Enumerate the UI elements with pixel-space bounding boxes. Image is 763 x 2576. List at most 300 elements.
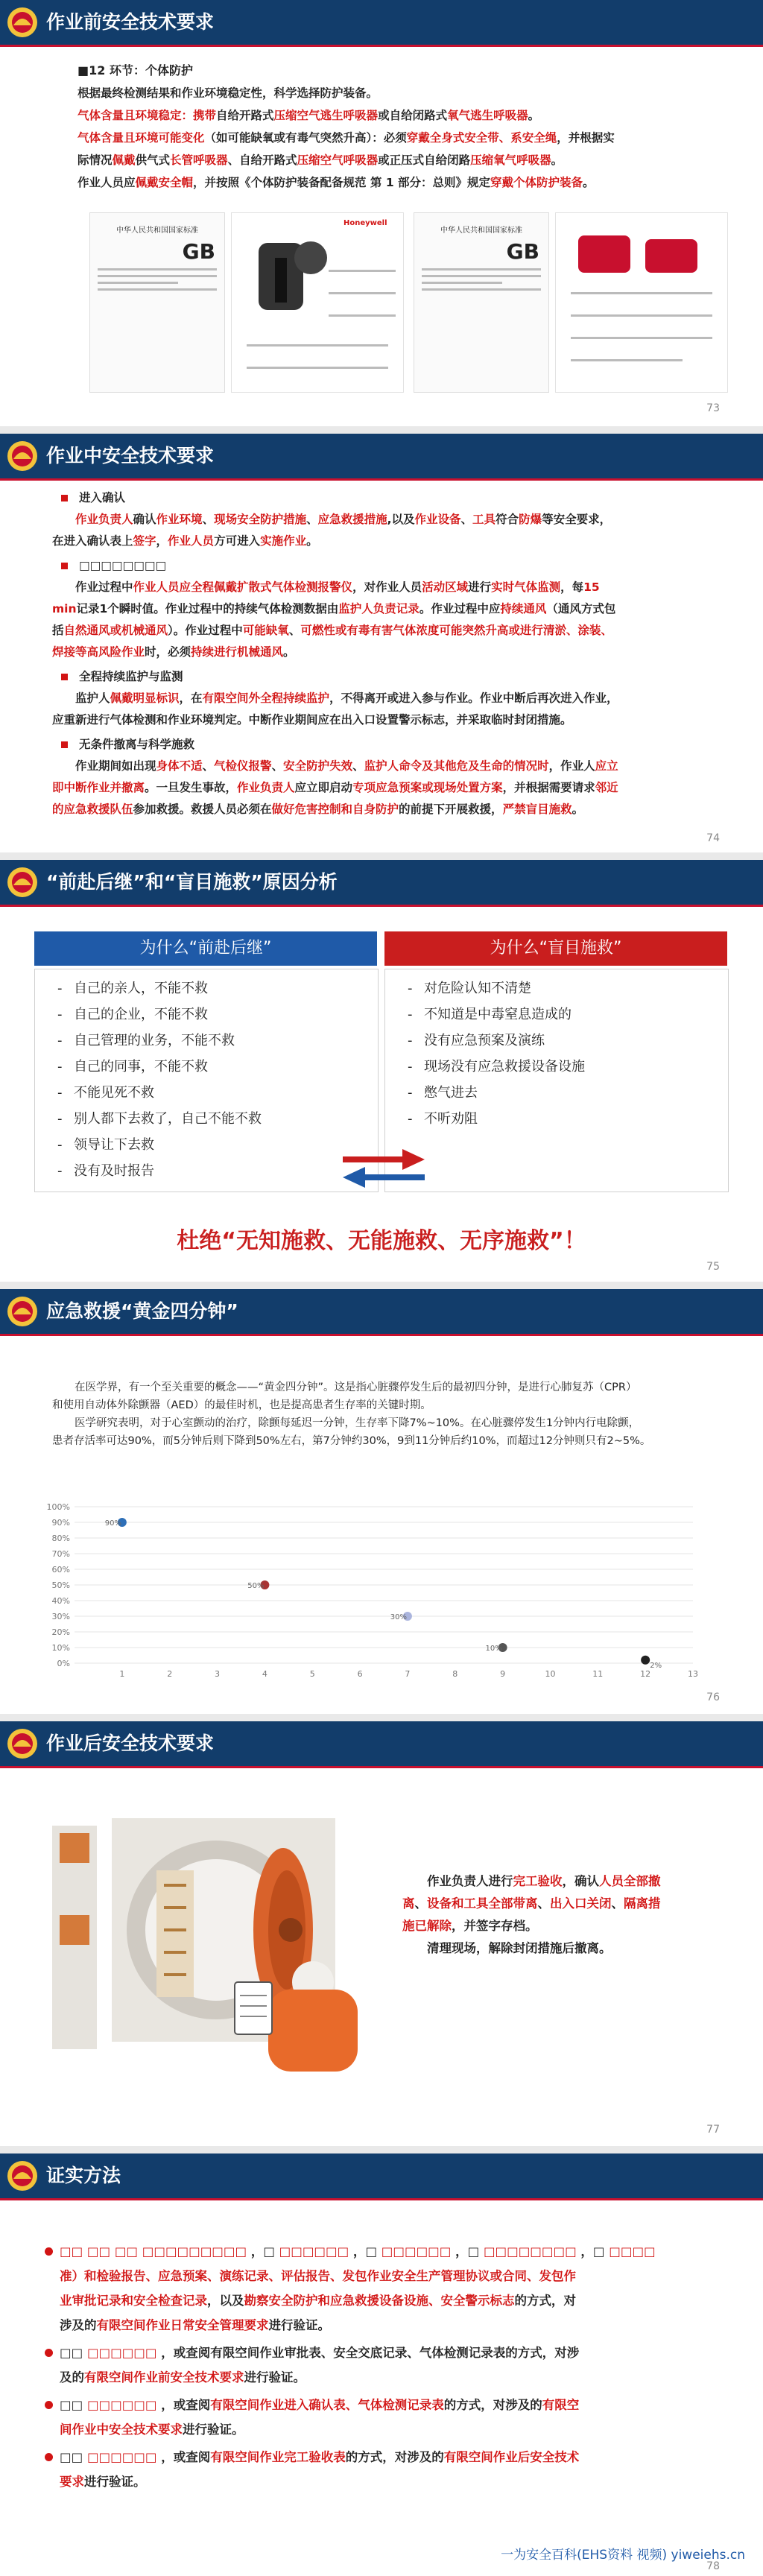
body-text (77, 82, 726, 194)
highlight-text: 穿戴个体防护装备 (490, 176, 583, 189)
text-line (60, 2445, 715, 2469)
highlight-text: 扩散式气体检测报警仪 (237, 580, 353, 594)
list-item-text: 不知道是中毒窒息造成的 (424, 1007, 572, 1022)
text-span: 方可进入 (214, 534, 261, 548)
highlight-text: 自然通风或机械通风 (63, 624, 168, 637)
text-span: 的方式，对涉及的 (345, 2450, 444, 2464)
list-item (57, 1106, 378, 1132)
slide-title: 作业前安全技术要求 (46, 11, 215, 33)
dash-icon: - (57, 1111, 63, 1127)
highlight-text: 有限空间作业完工验收表 (210, 2450, 346, 2464)
text-span: ，并签字存档。 (452, 1919, 538, 1933)
text-span: ， (156, 534, 168, 548)
highlight-text: 身体不适 (156, 759, 203, 773)
highlight-text: 完工验收 (513, 1874, 563, 1888)
text-span: ，并根据需要请求 (502, 781, 595, 794)
y-tick-label: 50% (51, 1580, 70, 1590)
text-line (60, 2239, 715, 2264)
text-span: 或正压式自给闭路 (378, 154, 471, 167)
text-line (77, 149, 726, 171)
slide-header (0, 1289, 763, 1336)
text-span: 。 (283, 645, 295, 659)
slide-header (0, 2153, 763, 2200)
text-span: ，□ (451, 2244, 480, 2259)
text-span: 或自给闭路式 (378, 109, 448, 122)
dash-icon: - (57, 1085, 63, 1101)
highlight-text: 防爆 (519, 513, 542, 526)
body-text (402, 1870, 715, 1960)
dash-icon: - (408, 1059, 413, 1075)
text-span: 确认 (133, 513, 156, 526)
text-span: 。 (551, 154, 563, 167)
para1b: 和使用自动体外除颤器（AED）的最佳时机，也是提高患者生存率的关键时期。 (52, 1399, 431, 1411)
text-span: 、 (271, 759, 284, 773)
list-item-text: 对危险认知不清楚 (424, 981, 531, 996)
page-number: 73 (706, 402, 720, 414)
slide-title: 作业中安全技术要求 (46, 445, 215, 466)
left-header-bar (34, 931, 377, 966)
text-span: 及的 (60, 2370, 84, 2384)
emblem-icon (6, 866, 39, 899)
slide-title: 应急救援“黄金四分钟” (46, 1300, 238, 1322)
text-span: ，并按照《个体防护装备配备规范 第 1 部分：总则》规定 (193, 176, 491, 189)
highlight-text: □□□□□□ (274, 2244, 349, 2259)
text-line (52, 688, 723, 709)
text-line (52, 531, 723, 552)
emblem-icon (6, 1295, 39, 1328)
x-tick-label: 13 (688, 1669, 698, 1679)
text-span: ，□ (349, 2244, 378, 2259)
section-heading-label: 全程持续监护与监测 (79, 670, 183, 683)
y-tick-label: 30% (51, 1612, 70, 1621)
data-label: 50% (247, 1582, 265, 1590)
text-span: ，或查阅 (156, 2450, 211, 2464)
y-tick-label: 10% (51, 1643, 70, 1653)
highlight-text: 作业负责人 (237, 781, 295, 794)
text-span: 、 (414, 1896, 427, 1911)
dash-icon: - (57, 1033, 63, 1048)
highlight-text: 气检仪报警 (214, 759, 272, 773)
text-span: 作业负责人进行 (427, 1874, 513, 1888)
text-span: 、 (202, 759, 215, 773)
text-line (402, 1870, 715, 1893)
section-heading (52, 666, 723, 688)
text-span: 作业人员应 (77, 176, 136, 189)
text-span: 、 (202, 513, 215, 526)
highlight-text: 有限空间作业前安全技术要求 (84, 2370, 244, 2384)
bullet-icon (61, 563, 68, 569)
list-item (408, 1001, 728, 1028)
text-span: 。 (572, 803, 584, 816)
slide-header (0, 1721, 763, 1768)
highlight-text: 工具 (472, 513, 496, 526)
text-span: （通风方式包 (546, 602, 616, 615)
highlight-text: 压缩空气呼吸器 (297, 154, 379, 167)
right-list-box (384, 969, 729, 1192)
text-span: 。 (306, 534, 318, 548)
list-item (57, 1054, 378, 1080)
text-span: ，确认 (562, 1874, 599, 1888)
slide-header (0, 0, 763, 47)
list-item (57, 1080, 378, 1106)
highlight-text: □□□□□□ (86, 2450, 157, 2464)
method-item (45, 2445, 715, 2494)
y-tick-label: 0% (57, 1659, 70, 1668)
data-label: 2% (650, 1661, 662, 1670)
slide-77 (0, 1721, 763, 2146)
left-header-label: 为什么“前赴后继” (139, 939, 272, 958)
highlight-text: 应急救援措施 (317, 513, 387, 526)
slide-75 (0, 860, 763, 1282)
highlight-text: 有限空间作业后安全技术 (443, 2450, 580, 2464)
doc-code: GB (182, 239, 215, 264)
section-heading (52, 487, 723, 509)
dash-icon: - (408, 981, 413, 996)
y-tick-label: 100% (46, 1502, 70, 1512)
intro-paragraph (52, 1379, 715, 1450)
doc-label: 中华人民共和国国家标准 (116, 227, 198, 235)
highlight-text: 做好危害控制和自身防护 (271, 803, 399, 816)
standard-document-image-right (414, 212, 549, 393)
text-span: ，或查阅有限空间作业审批表、安全交底记录、气体检测记录表 (156, 2346, 506, 2360)
highlight-text: 压缩空气逃生呼吸器 (273, 109, 379, 122)
section-heading (52, 555, 723, 577)
bullet-icon (61, 674, 68, 680)
x-tick-label: 4 (262, 1669, 267, 1679)
list-item (408, 1080, 728, 1106)
list-item-text: 憋气进去 (424, 1085, 478, 1101)
right-header-label: 为什么“盲目施救” (490, 939, 622, 958)
right-header-bar (384, 931, 727, 966)
data-point (641, 1656, 650, 1665)
highlight-text: 签字 (133, 534, 156, 548)
bullet-icon (61, 741, 68, 748)
dash-icon: - (57, 1007, 63, 1022)
highlight-text: 活动区域 (422, 580, 469, 594)
list-item (408, 1054, 728, 1080)
text-line (52, 799, 723, 820)
highlight-text: min (52, 602, 77, 615)
text-line (402, 1915, 715, 1937)
text-span: ，对作业人员 (352, 580, 422, 594)
text-span: 的方式，对涉及的 (443, 2398, 542, 2412)
data-label: 30% (390, 1613, 408, 1621)
highlight-text: 作业环境 (156, 513, 203, 526)
highlight-text: 有限空间外全程持续监护 (202, 692, 330, 705)
list-item (57, 1158, 378, 1184)
method-item (45, 2239, 715, 2338)
slide-74 (0, 434, 763, 852)
equipment-icon (563, 221, 720, 280)
list-item-text: 自己管理的业务，不能不救 (74, 1033, 235, 1048)
page-number: 78 (706, 2560, 720, 2572)
confined-space-inspection-illustration (45, 1803, 365, 2072)
dash-icon: - (57, 1137, 63, 1153)
highlight-text: 实时气体监测 (491, 580, 561, 594)
x-tick-label: 3 (215, 1669, 221, 1679)
list-item (408, 1106, 728, 1132)
slide-73 (0, 0, 763, 426)
y-tick-label: 80% (51, 1534, 70, 1543)
highlight-text: 专项应急预案或现场处置方案 (352, 781, 503, 794)
body-text (52, 487, 723, 820)
page-number: 77 (706, 2124, 720, 2136)
highlight-text: 有限空 (542, 2398, 580, 2412)
slide-header (0, 860, 763, 907)
breathing-apparatus-image (231, 212, 404, 393)
slide-76 (0, 1289, 763, 1714)
highlight-text: 间作业中安全技术要求 (60, 2422, 183, 2437)
y-tick-label: 60% (51, 1565, 70, 1575)
text-span: 进行验证。 (268, 2318, 330, 2332)
rescue-equipment-image (555, 212, 728, 393)
emblem-icon (6, 2159, 39, 2192)
text-span: 、自给开路式 (227, 154, 297, 167)
text-span: 的方式，对 (514, 2294, 576, 2308)
method-item (45, 2393, 715, 2442)
text-span: 。作业过程中应 (419, 602, 501, 615)
text-span: ,以及 (387, 513, 415, 526)
data-label: 90% (104, 1519, 121, 1528)
text-line (60, 2417, 715, 2442)
y-tick-label: 20% (51, 1627, 70, 1637)
text-span: ，□ (576, 2244, 605, 2259)
text-span: ，以及 (207, 2294, 244, 2308)
page-number: 75 (706, 1261, 720, 1273)
highlight-text: 和检验报告、应急预案、演练记录、评估报告、发包作业安全生产管理协议或合同、发包作 (84, 2269, 576, 2283)
highlight-text: 的应急救援队伍 (52, 803, 133, 816)
dash-icon: - (57, 981, 63, 996)
text-span: 自给开路式 (216, 109, 274, 122)
list-item-text: 没有及时报告 (74, 1163, 154, 1179)
text-line (52, 642, 723, 663)
text-line (52, 777, 723, 799)
highlight-text: 焊接等高风险作业 (52, 645, 145, 659)
item-title: ■12 环节：个体防护 (77, 63, 193, 77)
text-span: 应重新进行气体检测和作业环境判定。中断作业期间应在出入口设置警示标志，并采取临时封闭措施。 (52, 713, 572, 727)
x-tick-label: 11 (592, 1669, 604, 1679)
bullet-dot-icon (45, 2453, 53, 2461)
text-line (60, 2365, 715, 2390)
highlight-text: 可燃性或有毒有害气体浓度可能突然升高或进行清淤、涂装、 (300, 624, 612, 637)
text-span: 。 (528, 109, 540, 122)
text-span: 、 (611, 1896, 624, 1911)
emblem-icon (6, 440, 39, 472)
highlight-text: 安全防护失效 (283, 759, 353, 773)
highlight-text: 准） (60, 2269, 84, 2283)
text-span: □□ (60, 2346, 87, 2360)
text-span: 进行验证。 (244, 2370, 305, 2384)
bullet-dot-icon (45, 2349, 53, 2357)
highlight-text: 15 (583, 580, 600, 594)
list-item (408, 1028, 728, 1054)
text-line (60, 2264, 715, 2288)
text-span: 监护人 (75, 692, 110, 705)
text-span: 。 (583, 176, 595, 189)
highlight-text: □□□□□□ (86, 2346, 157, 2360)
highlight-text: 作业人员 (168, 534, 215, 548)
highlight-text: 出入口关闭 (550, 1896, 612, 1911)
section-heading-label: 进入确认 (79, 491, 126, 504)
section-heading-label: □□□□□□□□ (79, 559, 167, 572)
text-line (52, 620, 723, 642)
y-tick-label: 40% (51, 1596, 70, 1606)
text-span: 供气式 (135, 154, 171, 167)
text-span: 、 (288, 624, 301, 637)
x-tick-label: 5 (309, 1669, 315, 1679)
highlight-text: 作业负责人 (75, 513, 133, 526)
list-item-text: 没有应急预案及演练 (424, 1033, 545, 1048)
list-item-text: 不听劝阻 (424, 1111, 478, 1127)
survival-rate-chart (45, 1498, 708, 1684)
highlight-text: 离 (402, 1896, 415, 1911)
para2b: 患者存活率可达90%，而5分钟后则下降到50%左右，第7分钟约30%，9到11分钟后约10%，而超过12分钟则只有2~5%。 (52, 1435, 651, 1447)
text-span: 作业期间如出现 (75, 759, 156, 773)
highlight-text: □□□□□□ (377, 2244, 452, 2259)
highlight-text: 设备和工具全部带离 (427, 1896, 538, 1911)
text-span: ）。作业过程中 (168, 624, 243, 637)
highlight-text: 作业人员应 (133, 580, 191, 594)
slogan: 杜绝“无知施救、无能施救、无序施救”！ (177, 1228, 586, 1254)
dash-icon: - (408, 1033, 413, 1048)
text-span: 、 (460, 513, 473, 526)
text-span: 记录1个瞬时值。作业过程中的持续气体检测数据由 (76, 602, 339, 615)
highlight-text: 长管呼吸器 (170, 154, 228, 167)
highlight-text: 即中断作业并撤离 (52, 781, 145, 794)
text-span: 作业过程中 (75, 580, 133, 594)
slide-78 (0, 2153, 763, 2576)
para2: 医学研究表明，对于心室颤动的治疗，除颤每延迟一分钟，生存率下降7%~10%。在心脏骤停发生1分钟内行电除颤， (75, 1417, 640, 1429)
text-span: 根据最终检测结果和作业环境稳定性，科学选择防护装备。 (77, 86, 379, 100)
text-span: 等安全要求， (542, 513, 612, 526)
doc-code: GB (506, 239, 539, 264)
bullet-dot-icon (45, 2247, 53, 2256)
text-span: 际情况 (77, 154, 113, 167)
text-line (52, 598, 723, 620)
slide-title: “前赴后继”和“盲目施救”原因分析 (46, 871, 338, 893)
text-span: □□ (60, 2450, 87, 2464)
list-item-text: 现场没有应急救援设备设施 (424, 1059, 585, 1075)
list-item-text: 自己的企业，不能不救 (74, 1007, 208, 1022)
highlight-text: 有限空间作业进入确认表、气体检测记录表 (210, 2398, 444, 2412)
text-span: （如可能缺氧或有毒气突然升高）：必须 (204, 131, 407, 145)
highlight-text: 氧气逃生呼吸器 (447, 109, 528, 122)
left-list-box (34, 969, 379, 1192)
list-item-text: 自己的同事，不能不救 (74, 1059, 208, 1075)
page-number: 74 (706, 832, 720, 844)
highlight-text: □□ □□ □□ □□□□□□□□□ (60, 2244, 247, 2259)
text-line (77, 82, 726, 104)
list-item-text: 自己的亲人，不能不救 (74, 981, 208, 996)
list-item-text: 领导让下去救 (74, 1137, 154, 1153)
text-line (52, 709, 723, 731)
apparatus-icon (236, 228, 348, 325)
text-span: 应立即启动 (294, 781, 353, 794)
text-span: 括 (52, 624, 64, 637)
text-span: □□ (60, 2398, 87, 2412)
x-tick-label: 1 (119, 1669, 125, 1679)
list-item (408, 975, 728, 1001)
highlight-text: 应立 (595, 759, 618, 773)
dash-icon: - (57, 1163, 63, 1179)
highlight-text: 人员全部撤 (599, 1874, 661, 1888)
highlight-text: 施已解除 (402, 1919, 452, 1933)
slide-header (0, 434, 763, 481)
bullet-icon (61, 495, 68, 501)
text-line (60, 2393, 715, 2417)
highlight-text: 可能缺氧 (242, 624, 289, 637)
text-span: ，作业人 (548, 759, 595, 773)
footer-watermark: 一为安全百科(EHS资料 视频) yiweiehs.cn (501, 2548, 745, 2563)
highlight-text: 有限空间作业日常安全管理要求 (96, 2318, 269, 2332)
data-label: 10% (485, 1645, 502, 1653)
highlight-text: 实施作业 (260, 534, 307, 548)
highlight-text: 佩戴 (112, 154, 136, 167)
text-span: 进行验证。 (183, 2422, 244, 2437)
text-line (77, 171, 726, 194)
y-tick-label: 70% (51, 1549, 70, 1559)
dash-icon: - (408, 1085, 413, 1101)
highlight-text: 全程佩戴 (191, 580, 238, 594)
text-span: ，并根据实 (557, 131, 615, 145)
text-span: ，不得离开或进入参与作业。作业中断后再次进入作业， (329, 692, 618, 705)
text-span: 进行 (468, 580, 492, 594)
text-line (52, 509, 723, 531)
page-number: 76 (706, 1692, 720, 1703)
body-text (45, 2239, 715, 2497)
highlight-text: 佩戴安全帽 (135, 176, 194, 189)
x-tick-label: 9 (500, 1669, 506, 1679)
text-span: 的前提下开展救援， (399, 803, 503, 816)
highlight-text: 监护人命令及其他危及生命的情况时 (364, 759, 549, 773)
highlight-text: 压缩氧气呼吸器 (470, 154, 551, 167)
highlight-text: 持续进行机械通风 (191, 645, 284, 659)
text-span: 涉及的 (60, 2318, 97, 2332)
text-span: ，□ (247, 2244, 275, 2259)
dash-icon: - (57, 1059, 63, 1075)
text-line (60, 2313, 715, 2338)
exchange-arrows-icon (335, 1146, 432, 1188)
x-tick-label: 12 (640, 1669, 651, 1679)
highlight-text: 气体含量且环境可能变化 (77, 131, 205, 145)
highlight-text: 勘察安全防护和应急救援设备设施、安全警示标志 (244, 2294, 515, 2308)
text-span: 进行验证。 (84, 2475, 146, 2489)
text-line (77, 104, 726, 127)
highlight-text: 监护人负责记录 (338, 602, 420, 615)
highlight-text: 作业设备 (414, 513, 461, 526)
slide-title: 作业后安全技术要求 (46, 1732, 215, 1754)
highlight-text: 持续通风 (500, 602, 547, 615)
standard-document-image-left (89, 212, 225, 393)
list-item-text: 别人都下去救了，自己不能不救 (74, 1111, 262, 1127)
text-span: ，或查阅 (156, 2398, 211, 2412)
highlight-text: 业审批记录和安全检查记录 (60, 2294, 207, 2308)
bullet-dot-icon (45, 2401, 53, 2409)
text-line (60, 2469, 715, 2494)
highlight-text: 隔离措 (624, 1896, 661, 1911)
highlight-text: 气体含量且环境稳定： (77, 109, 194, 122)
highlight-text: 穿戴全身式安全带、系安全绳 (406, 131, 557, 145)
list-item (57, 1028, 378, 1054)
list-item (57, 1132, 378, 1158)
highlight-text: 严禁盲目施救 (502, 803, 572, 816)
section-heading (52, 734, 723, 756)
list-item-text: 不能见死不救 (74, 1085, 154, 1101)
text-span: 清理现场，解除封闭措施后撤离。 (427, 1941, 612, 1955)
text-span: ，每 (560, 580, 584, 594)
highlight-text: □□□□ (604, 2244, 656, 2259)
highlight-text: □□□□□□ (86, 2398, 157, 2412)
